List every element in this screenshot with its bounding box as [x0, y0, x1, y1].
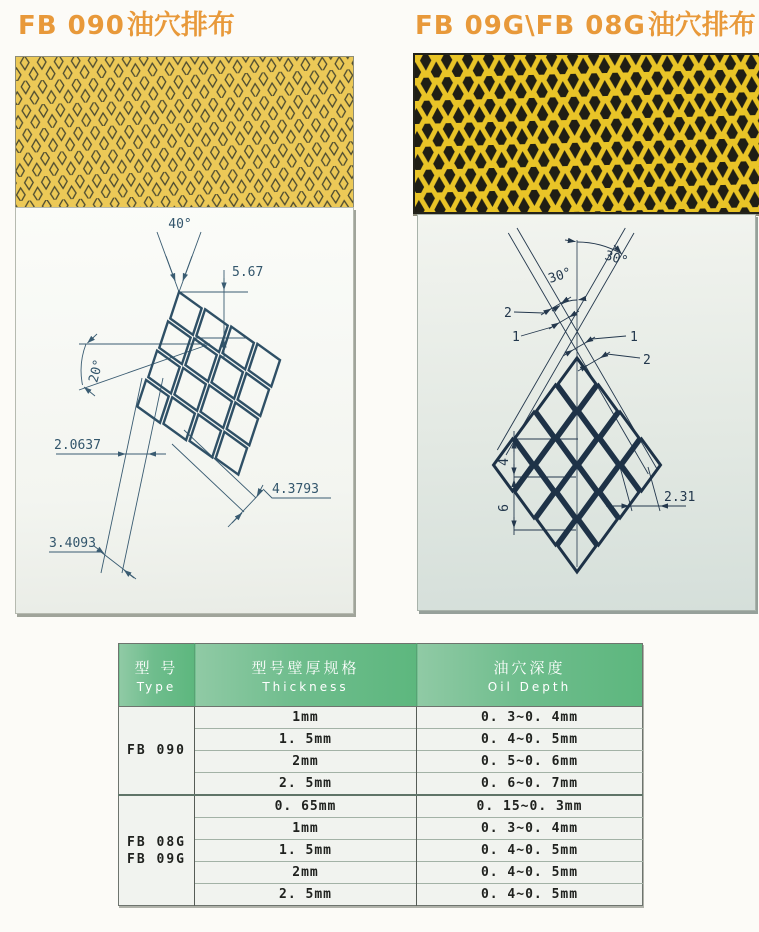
header-thickness — [195, 644, 417, 707]
table-row — [119, 884, 643, 906]
dim-two-left: 2 — [504, 306, 512, 321]
dim-angle-side: 20° — [86, 357, 107, 385]
thickness-cell: 1mm — [195, 818, 417, 840]
left-section-title — [18, 10, 235, 42]
thickness-cell: 1. 5mm — [195, 840, 417, 862]
spec-table-body — [119, 707, 643, 906]
thickness-cell: 2mm — [195, 862, 417, 884]
diamond-pattern-overlay — [16, 57, 353, 207]
type-cell-fb08g-fb09g — [119, 795, 195, 906]
dim-two-right: 2 — [643, 353, 651, 368]
dim-angle-right: 30° — [602, 248, 630, 270]
right-title-suffix: 油穴排布 — [647, 10, 756, 41]
oil-depth-cell: 0. 3~0. 4mm — [480, 710, 579, 725]
right-section-title — [415, 10, 756, 42]
table-row — [119, 773, 643, 796]
left-title-model: FB 090 — [18, 11, 125, 41]
spec-table — [118, 643, 643, 906]
thickness-cell: 1mm — [195, 707, 417, 729]
type-label: FB 09G — [127, 851, 186, 867]
dim-angle-left: 30° — [546, 265, 574, 287]
header-type-en: Type — [136, 679, 177, 694]
dim-bottom-spacing: 3.4093 — [49, 536, 96, 551]
diamond-pattern-overlay — [415, 55, 759, 212]
photo-fb09g-fb08g-material — [413, 53, 759, 214]
oil-depth-cell: 0. 4~0. 5mm — [417, 840, 643, 862]
dim-pitch: 5.67 — [232, 265, 264, 280]
spec-table-header — [119, 644, 643, 707]
type-cell-fb090 — [119, 707, 195, 796]
dim-v6: 6 — [497, 504, 512, 512]
header-thickness-en: Thickness — [262, 679, 349, 694]
table-row — [119, 729, 643, 751]
table-row — [119, 751, 643, 773]
header-oil-depth-cjk: 油穴深度 — [493, 658, 566, 677]
table-row — [119, 818, 643, 840]
diamond-lattice — [108, 269, 310, 498]
oil-depth-cell: 0. 3~0. 4mm — [417, 818, 643, 840]
dim-one-right: 1 — [630, 330, 638, 345]
fb09g-fb08g-hole-layout-diagram — [417, 214, 756, 611]
table-row — [119, 707, 643, 729]
header-type — [119, 644, 195, 707]
dim-v4: 4 — [497, 458, 512, 466]
fb090-hole-layout-diagram — [15, 207, 354, 614]
type-label: FB 08G — [127, 834, 186, 850]
oil-depth-cell: 0. 4~0. 5mm — [417, 729, 643, 751]
oil-depth-cell: 0. 6~0. 7mm — [417, 773, 643, 796]
photo-fb090-material — [15, 56, 354, 208]
thickness-cell: 2mm — [195, 751, 417, 773]
thickness-cell: 0. 65mm — [195, 795, 417, 818]
header-oil-depth — [417, 644, 643, 707]
thickness-cell: 2. 5mm — [195, 773, 417, 796]
header-oil-depth-en: Oil Depth — [487, 679, 572, 694]
oil-depth-cell: 0. 4~0. 5mm — [417, 862, 643, 884]
thickness-cell: 2. 5mm — [195, 884, 417, 906]
left-title-suffix: 油穴排布 — [126, 10, 235, 41]
table-row — [119, 862, 643, 884]
thickness-cell: 1. 5mm — [195, 729, 417, 751]
header-type-cjk: 型 号 — [134, 658, 179, 677]
oil-depth-cell: 0. 5~0. 6mm — [417, 751, 643, 773]
type-label: FB 090 — [127, 743, 186, 758]
oil-depth-cell: 0. 15~0. 3mm — [417, 795, 643, 818]
dim-one-left: 1 — [512, 330, 520, 345]
dim-col-spacing: 2.0637 — [54, 438, 101, 453]
header-thickness-cjk: 型号壁厚规格 — [251, 658, 360, 677]
dimension-lines — [497, 228, 686, 567]
right-title-model: FB 09G\FB 08G — [415, 11, 646, 41]
dimension-labels — [49, 217, 319, 551]
dim-right-spacing: 4.3793 — [272, 482, 319, 497]
dim-angle-top: 40° — [168, 217, 192, 232]
table-row — [119, 795, 643, 818]
dim-h: 2.31 — [664, 490, 696, 505]
table-row — [119, 840, 643, 862]
oil-depth-cell: 0. 4~0. 5mm — [417, 884, 643, 906]
